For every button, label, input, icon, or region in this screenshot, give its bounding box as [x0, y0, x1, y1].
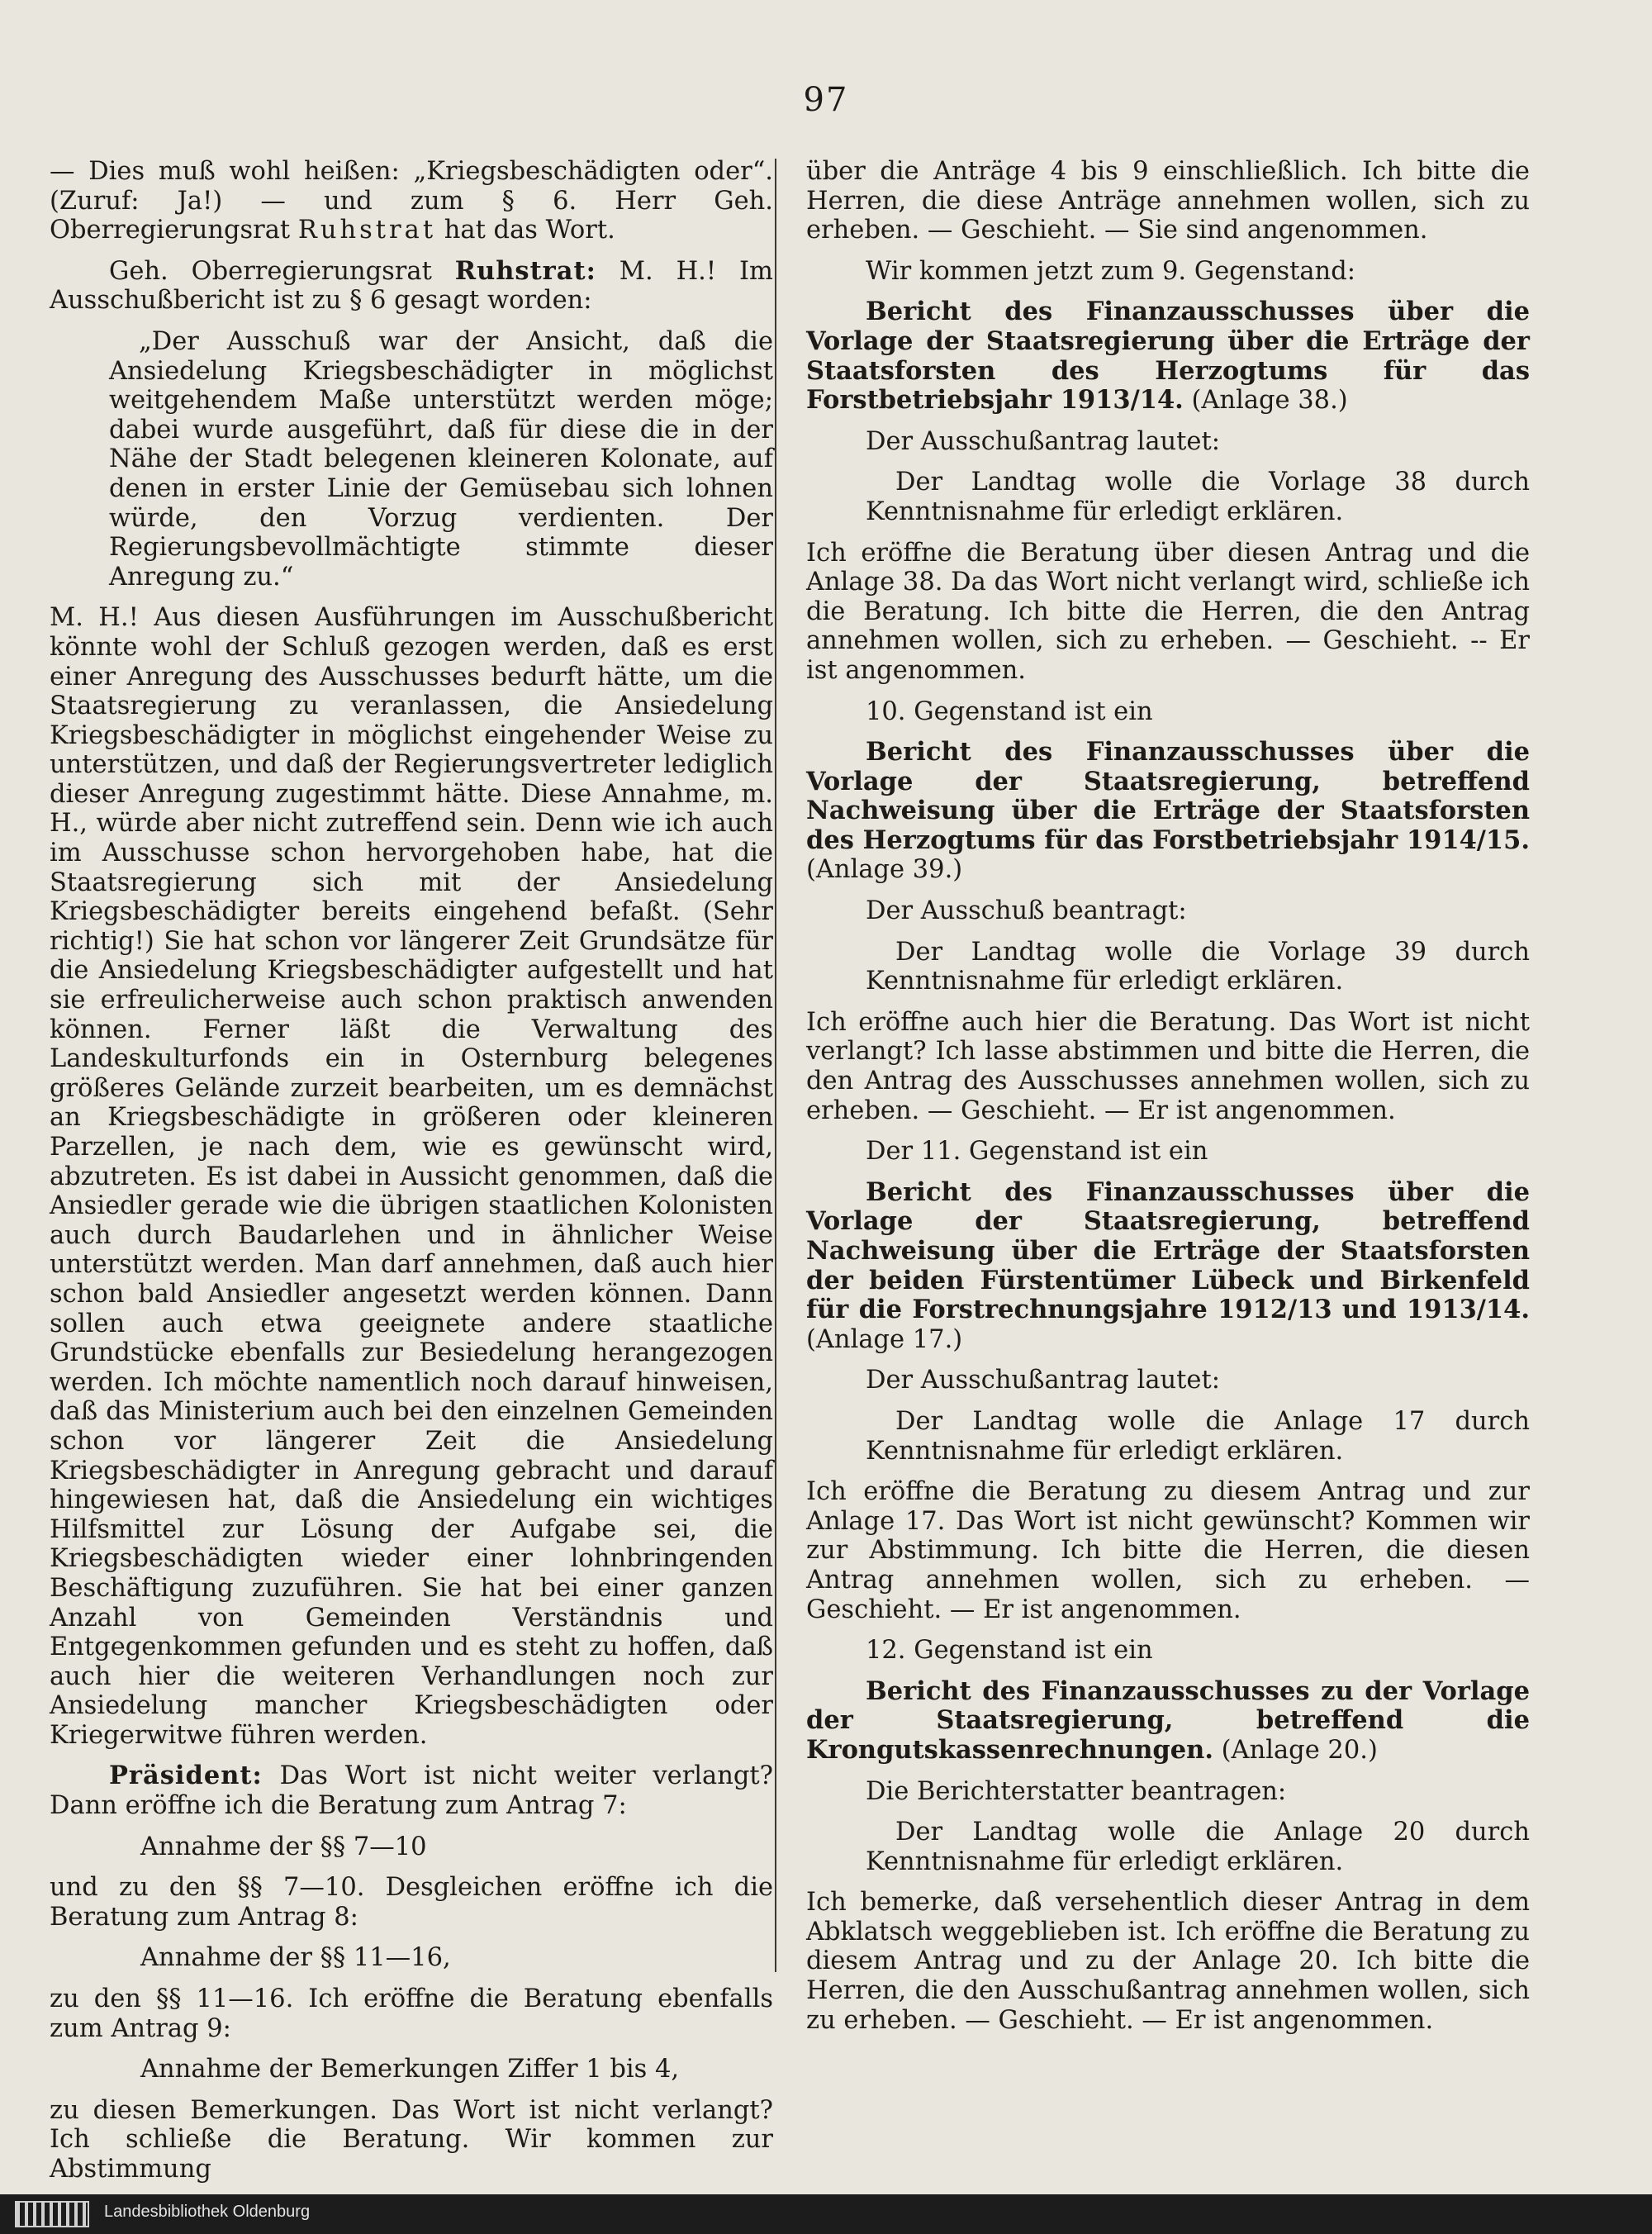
left-column — [50, 157, 773, 2196]
paragraph: Ich bemerke, daß versehentlich dieser Antrag in dem Abklatsch weggeblieben ist. Ich eröffne die Beratung zu diesem Antrag und zu der Anlage 20. Ich bitte die Herren, die den Ausschußantrag annehmen wollen, sich zu erheben. — Geschieht. — Er ist angenommen. — [806, 1888, 1530, 2035]
library-name: Landesbibliothek Oldenburg — [104, 2203, 311, 2221]
library-footer — [0, 2194, 1652, 2234]
agenda-item-heading: Bericht des Finanzausschusses zu der Vorlage der Staatsregierung, betreffend die Krongutskassenrechnungen. (Anlage 20.) — [806, 1676, 1530, 1765]
library-logo-icon — [15, 2201, 89, 2227]
paragraph: Wir kommen jetzt zum 9. Gegenstand: — [866, 256, 1355, 286]
paragraph: Ich eröffne die Beratung zu diesem Antrag und zur Anlage 17. Das Wort ist nicht gewünscht? Kommen wir zur Abstimmung. Ich bitte die Herren, die diesen Antrag annehmen wollen, sich zu erheben. — Geschieht. — Er ist angenommen. — [806, 1477, 1530, 1624]
paragraph: Der Ausschußantrag lautet: — [866, 1366, 1220, 1395]
agenda-item-heading: Bericht des Finanzausschusses über die Vorlage der Staatsregierung, betreffend Nachweisung über die Erträge der Staatsforsten der beiden Fürstentümer Lübeck und Birkenfeld für die Forstrechnungsjahre 1912/13 und 1913/14. (Anlage 17.) — [806, 1176, 1530, 1354]
page-number: 97 — [803, 81, 849, 119]
paragraph: Der Ausschußantrag lautet: — [866, 426, 1220, 456]
agenda-item-heading: Bericht des Finanzausschusses über die Vorlage der Staatsregierung über die Erträge der Staatsforsten des Herzogtums für das Forstbetriebsjahr 1913/14. (Anlage 38.) — [806, 297, 1530, 416]
paragraph: Geh. Oberregierungsrat Ruhstrat: M. H.! Im Ausschußbericht ist zu § 6 gesagt worden: — [50, 255, 773, 316]
motion-line: Annahme der §§ 11—16, — [140, 1943, 451, 1973]
paragraph: und zu den §§ 7—10. Desgleichen eröffne ich die Beratung zum Antrag 8: — [50, 1873, 773, 1932]
paragraph: Ich eröffne die Beratung über diesen Antrag und die Anlage 38. Da das Wort nicht verlangt wird, schließe ich die Beratung. Ich bitte die Herren, die den Antrag annehmen wollen, sich zu erheben. — Geschieht. -- Er ist angenommen. — [806, 538, 1530, 685]
paragraph: — Dies muß wohl heißen: „Kriegsbeschädigten oder“. (Zuruf: Ja!) — und zum § 6. Herr Geh. Oberregierungsrat Ruhstrat hat das Wort. — [50, 157, 773, 245]
paragraph: über die Anträge 4 bis 9 einschließlich. Ich bitte die Herren, die diese Anträge annehmen wollen, sich zu erheben. — Geschieht. — Sie sind angenommen. — [806, 157, 1530, 245]
paragraph: M. H.! Aus diesen Ausführungen im Ausschußbericht könnte wohl der Schluß gezogen werden, daß es erst einer Anregung des Ausschusses bedurft hätte, um die Staatsregierung zu veranlassen, die Ansiedelung Kriegsbeschädigter in möglichst eingehender Weise zu unterstützen, und daß der Regierungsvertreter lediglich dieser Anregung zugestimmt hätte. Diese Annahme, m. H., würde aber nicht zutreffend sein. Denn wie ich auch im Ausschusse schon hervorgehoben habe, hat die Staatsregierung sich mit der Ansiedelung Kriegsbeschädigter bereits eingehend befaßt. (Sehr richtig!) Sie hat schon vor längerer Zeit Grundsätze für die Ansiedelung Kriegsbeschädigter aufgestellt und hat sie erfreulicherweise auch schon praktisch anwenden können. Ferner läßt die Verwaltung des Landeskulturfonds ein in Osternburg belegenes größeres Gelände zurzeit bearbeiten, um es demnächst an Kriegsbeschädigte in größeren oder kleineren Parzellen, je nach dem, wie es gewünscht wird, abzutreten. Es ist dabei in Aussicht genommen, daß die Ansiedler gerade wie die übrigen staatlichen Kolonisten auch durch Baudarlehen und in ähnlicher Weise unterstützt werden. Man darf annehmen, daß auch hier schon bald Ansiedler angesetzt werden können. Dann sollen auch etwa geeignete andere staatliche Grundstücke ebenfalls zur Besiedelung herangezogen werden. Ich möchte namentlich noch darauf hinweisen, daß das Ministerium auch bei den einzelnen Gemeinden schon vor längerer Zeit die Ansiedelung Kriegsbeschädigter in Anregung gebracht und darauf hingewiesen hat, daß die Ansiedelung ein wichtiges Hilfsmittel zur Lösung der Aufgabe sei, die Kriegsbeschädigten wieder einer lohnbringenden Beschäftigung zuzuführen. Sie hat bei einer ganzen Anzahl von Gemeinden Verständnis und Entgegenkommen gefunden und es steht zu hoffen, daß auch hier die weiteren Verhandlungen noch zur Ansiedelung mancher Kriegsbeschädigten oder Kriegerwitwe führen werden. — [50, 603, 773, 1750]
motion-line: Annahme der Bemerkungen Ziffer 1 bis 4, — [140, 2055, 680, 2084]
quote-block: „Der Ausschuß war der Ansicht, daß die Ansiedelung Kriegsbeschädigter in möglichst weitgehendem Maße unterstützt werden möge; dabei wurde ausgeführt, daß für diese die in der Nähe der Stadt belegenen kleineren Kolonate, auf denen in erster Linie der Gemüsebau sich lohnen würde, den Vorzug verdienten. Der Regierungsbevollmächtigte stimmte dieser Anregung zu.“ — [109, 326, 773, 592]
motion-text: Der Landtag wolle die Anlage 20 durch Kenntnisnahme für erledigt erklären. — [866, 1818, 1530, 1876]
right-column — [806, 157, 1530, 2046]
paragraph: Die Berichterstatter beantragen: — [866, 1776, 1287, 1806]
paragraph: Der 11. Gegenstand ist ein — [866, 1137, 1208, 1167]
motion-text: Der Landtag wolle die Anlage 17 durch Kenntnisnahme für erledigt erklären. — [866, 1406, 1530, 1466]
paragraph: 12. Gegenstand ist ein — [866, 1636, 1153, 1666]
agenda-item-heading: Bericht des Finanzausschusses über die Vorlage der Staatsregierung, betreffend Nachweisung über die Erträge der Staatsforsten des Herzogtums für das Forstbetriebsjahr 1914/15. (Anlage 39.) — [806, 737, 1530, 885]
paragraph: Ich eröffne auch hier die Beratung. Das Wort ist nicht verlangt? Ich lasse abstimmen und bitte die Herren, die den Antrag des Ausschusses annehmen wollen, sich zu erheben. — Geschieht. — Er ist angenommen. — [806, 1007, 1530, 1125]
motion-text: Der Landtag wolle die Vorlage 39 durch Kenntnisnahme für erledigt erklären. — [866, 937, 1530, 996]
speaker-name: Präsident: — [109, 1761, 263, 1791]
paragraph: Der Ausschuß beantragt: — [866, 896, 1187, 926]
column-divider — [775, 159, 776, 1972]
paragraph: 10. Gegenstand ist ein — [866, 696, 1153, 726]
motion-line: Annahme der §§ 7—10 — [140, 1832, 427, 1861]
paragraph: Präsident: Das Wort ist nicht weiter verlangt? Dann eröffne ich die Beratung zum Antrag 7: — [50, 1761, 773, 1821]
speaker-name: Ruhstrat: — [454, 255, 596, 286]
paragraph: zu den §§ 11—16. Ich eröffne die Beratung ebenfalls zum Antrag 9: — [50, 1984, 773, 2043]
paragraph: zu diesen Bemerkungen. Das Wort ist nicht verlangt? Ich schließe die Beratung. Wir kommen zur Abstimmung — [50, 2095, 773, 2184]
motion-text: Der Landtag wolle die Vorlage 38 durch Kenntnisnahme für erledigt erklären. — [866, 468, 1530, 526]
